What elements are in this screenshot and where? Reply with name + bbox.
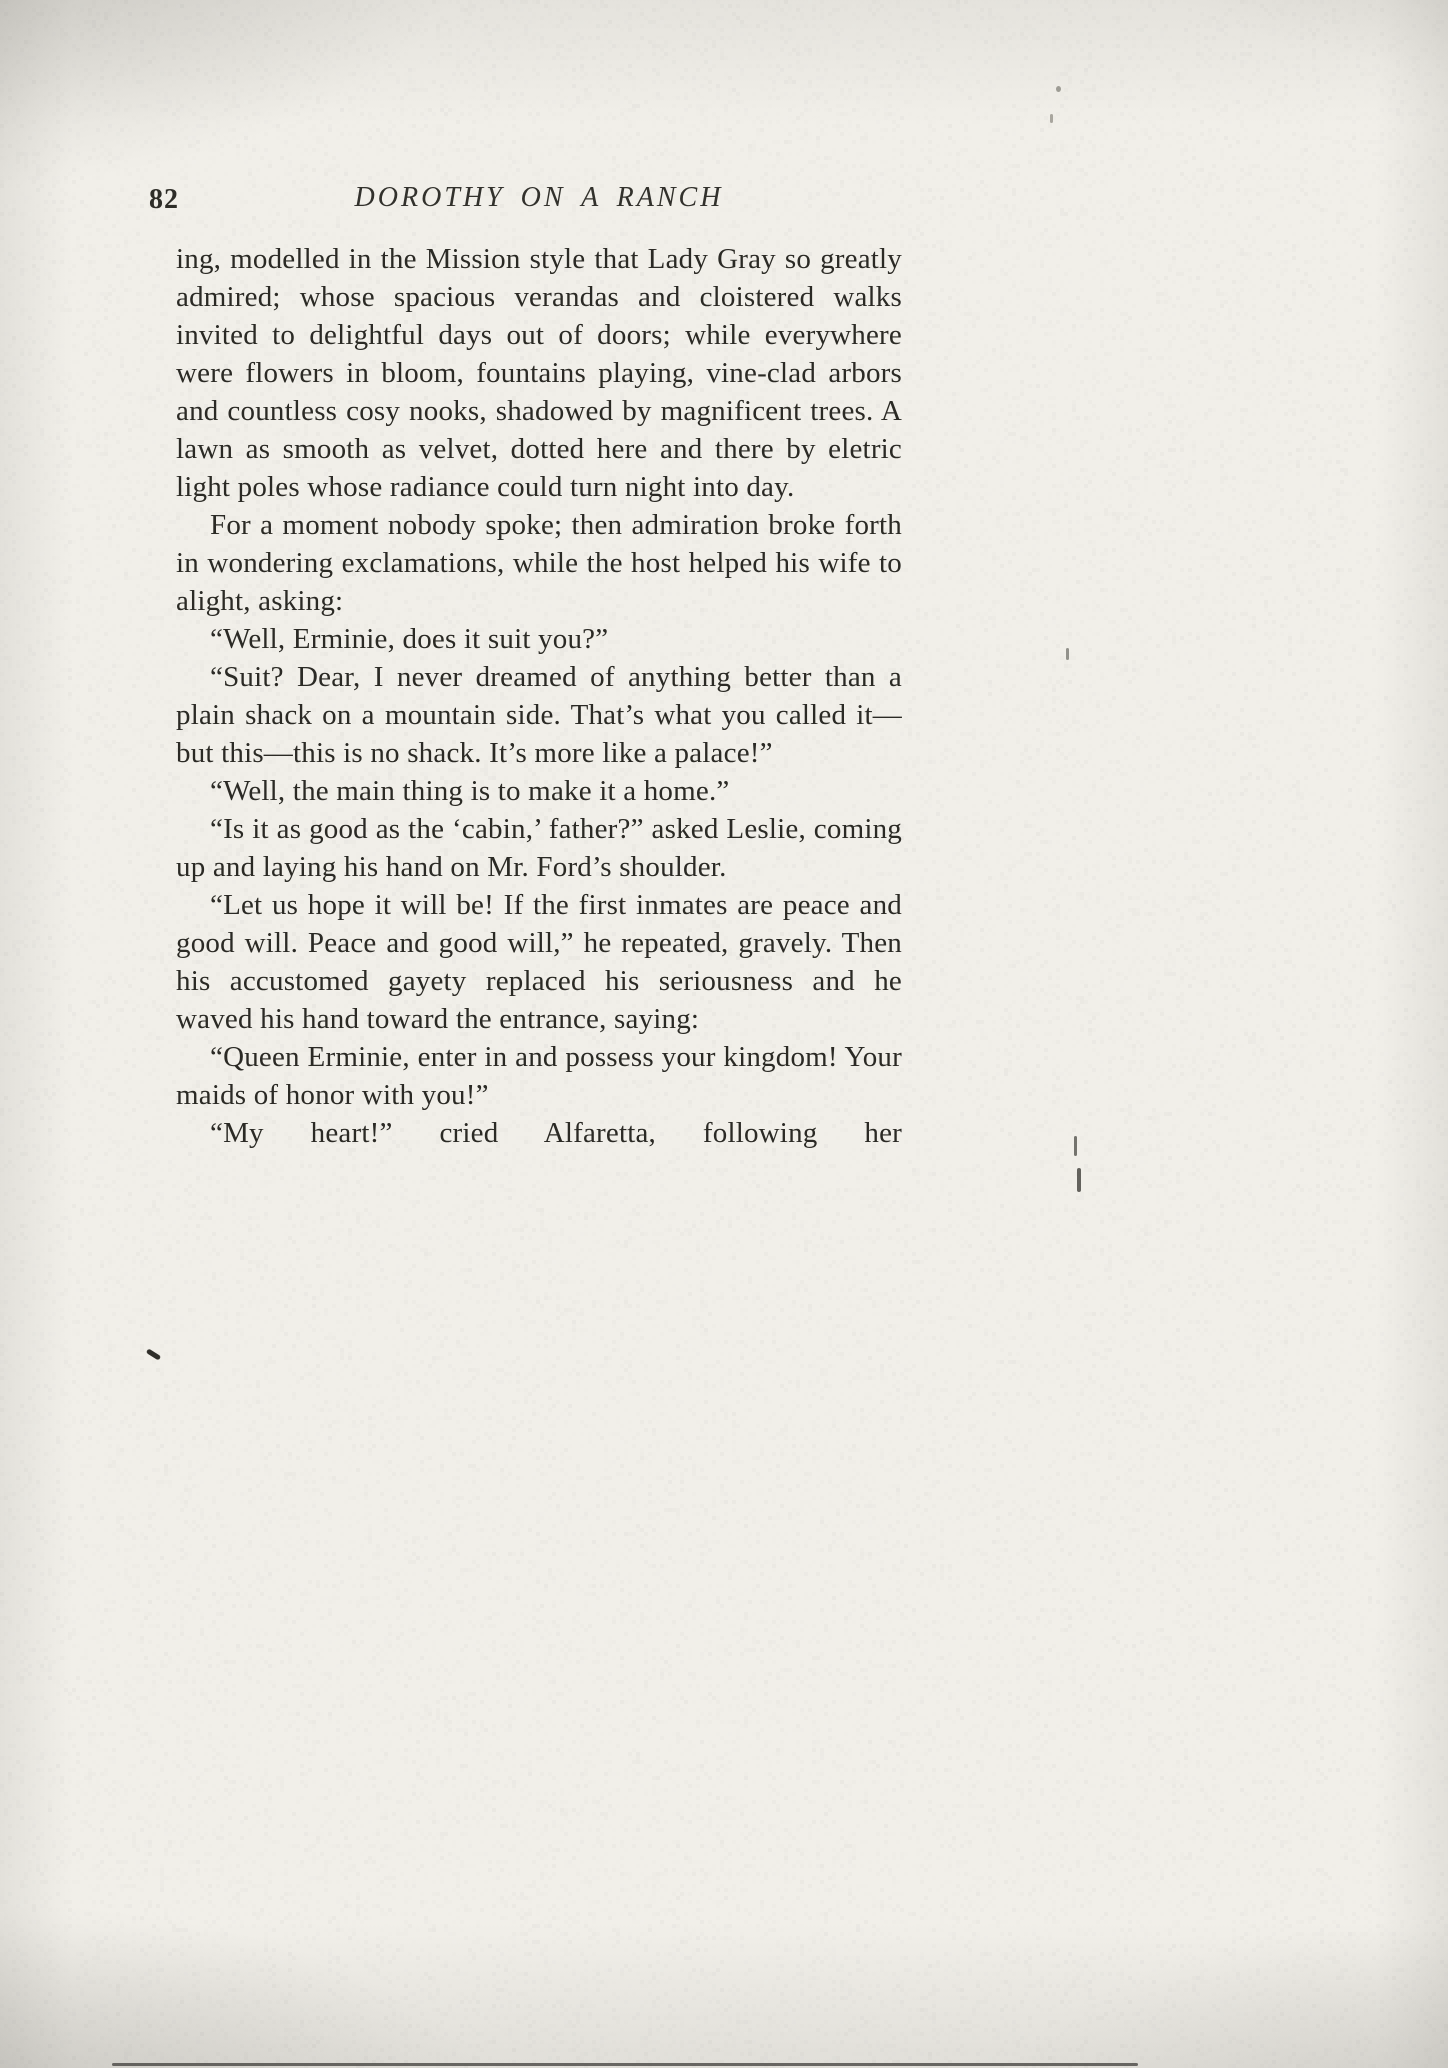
scan-speck: [1077, 1168, 1081, 1192]
paragraph: “Let us hope it will be! If the first inmates are peace and good will. Peace and good will,” he repeated, gravely. Then his accustomed gayety replaced his seriousness and he waved his hand toward the entrance, saying:: [176, 889, 902, 1035]
paragraph: “Well, Erminie, does it suit you?”: [210, 623, 609, 655]
page-header: [149, 182, 902, 222]
scan-speck: [146, 1348, 161, 1360]
paragraph: For a moment nobody spoke; then admiration broke forth in wondering exclamations, while the host helped his wife to alight, asking:: [176, 509, 902, 617]
body-text: [176, 240, 902, 1152]
scan-edge-line: [112, 2063, 1138, 2066]
paragraph: “Queen Erminie, enter in and possess your kingdom! Your maids of honor with you!”: [176, 1041, 902, 1111]
running-title: DOROTHY ON A RANCH: [354, 182, 724, 213]
paragraph: “Well, the main thing is to make it a home.”: [210, 775, 730, 807]
scan-speck: [1050, 114, 1053, 123]
scan-speck: [1066, 648, 1069, 660]
page-content: [149, 0, 902, 1152]
paragraph: “My heart!” cried Alfaretta, following her: [210, 1117, 902, 1149]
scan-speck: [1056, 86, 1061, 92]
paragraph: ing, modelled in the Mission style that Lady Gray so greatly admired; whose spacious verandas and cloistered walks invited to delightful days out of doors; while everywhere were flowers in bloom, fountains playing, vine-clad arbors and countless cosy nooks, shadowed by magnificent trees. A lawn as smooth as velvet, dotted here and there by eletric light poles whose radiance could turn night into day.: [176, 243, 902, 503]
scan-speck: [1074, 1136, 1077, 1156]
page-number: 82: [149, 184, 179, 215]
paragraph: “Is it as good as the ‘cabin,’ father?” asked Leslie, coming up and laying his hand on Mr. Ford’s shoulder.: [176, 813, 902, 883]
paragraph: “Suit? Dear, I never dreamed of anything better than a plain shack on a mountain side. That’s what you called it—but this—this is no shack. It’s more like a palace!”: [176, 661, 902, 769]
